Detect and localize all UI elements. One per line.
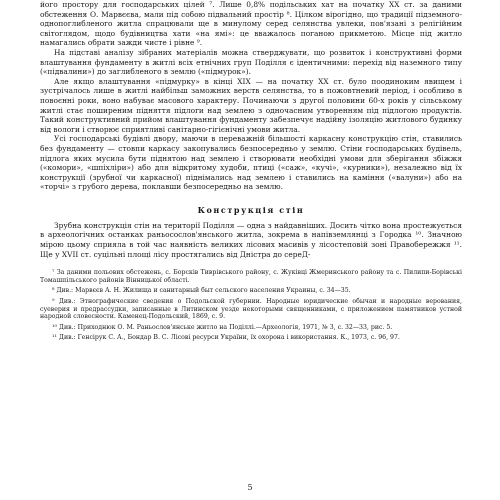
footnotes [40,269,462,342]
footnote: ⁹ Див.: Этнографические сведения о Подольской губернии. Народные юридические обычаи и народные верования, суеверия и предрассудки, записанные в Литинском уезде некоторыми священниками, с приложением памятников устной народной словесности. Каменец-Подольский, 1869, с. 9. [40,298,462,321]
footnote: ⁸ Див.: Марвєєв А. Н. Жилища и санитарный быт сельского населения Украины, с. 34—35. [52,287,351,295]
section-paragraph: Зрубна конструкція стін на території Поділля — одна з найдавніших. Досить чітко вона простежується в археологічних останках раньосослов'янського житла, зокрема в напівземлянці з Городка ¹⁰. Значною мірою цьому сприяла в той час наявність великих лісових масивів у лісостеповій зоні Правобережжя ¹¹. Ще у XVII ст. суцільні площі лісу простягались від Дністра до сереД- [40,220,462,259]
document-page [40,0,462,345]
main-text [40,0,462,259]
footnote: ¹¹ Див.: Генсірук С. А., Бондар В. С. Лісові ресурси України, їх охорона і використання. К., 1973, с. 96, 97. [52,334,400,342]
paragraph: На підставі аналізу зібраних матеріалів можна стверджувати, що розвиток і конструктивні форми влаштування фундаменту в житлі всіх етнічних груп Поділля є ідентичними: перехід від наземного типу («підвалини») до заглибленого в землю («підмурок»). [40,47,462,77]
section-heading: Конструкція стін [197,204,305,215]
paragraph: Але якщо влаштування «підмурку» в кінці XIX — на початку XX ст. було поодиноким явищем і зустрічалось лише в житлі найбільш заможних верств селянства, то в пожовтневий період, і особливо в повоєнні роки, воно набуває масового характеру. Починаючи з другої половини 60-х років у сільському житлі стає поширеним підняття підлоги над землею з одночасним утворенням під підлогою продуктів. Такий конструктивний прийом влаштування фундаменту забезпечує надійну ізоляцію житлового будинку від вологи і створює сприятливі санітарно-гігієнічні умови житла. [40,76,462,134]
page-number: 5 [247,483,253,492]
footnote: ⁷ За даними польових обстежень, с. Борсків Тиврівського району, с. Жуківці Жмеринського району та с. Пилипи-Борівські Томашпільського районів Вінницької області. [40,269,462,284]
paragraph: його простору для господарських цілей ⁷. Лише 0,8% подільських хат на початку XX ст. за даними обстеження О. Марвєєва, мали під собою підвальний простір ⁸. Цілком вірогідно, що традиції підземного-однопоглибленого житла спрацювали ще в минулому серед селянства увлеки, пов'язані з релігійним світоглядом, щодо будівництва хати «на ямі»: це вважалось поганою прикметою. Місце під житло намагались обрати зажди чисте і рівне ⁹. [40,0,462,48]
footnote: ¹⁰ Див.: Приходнюк О. М. Раньослов'янське житло на Поділлі.—Археологія, 1971, № 3, с. 32—33, рис. 5. [52,323,393,331]
paragraph: Усі господарські будівлі двору, маючи в переважній більшості каркасну конструкцію стін, ставились без фундаменту — стовпи каркасу закопувались безпосередньо у землю. Стіни господарських будівель, підлога яких мусила бути піднятою над землею і створювати необхідні умови для зберігання збіжжя («комори», «шпіхліри») або для відкритому худоби, птиці («саж», «кучі», «курники»), незалежно від їх конструкції (зрубної чи каркасної) піднімались над землею і ставились на каміння («валуни») або на «торчі» з грубого дерева, поклавши безпосередньо на землю. [40,134,462,192]
